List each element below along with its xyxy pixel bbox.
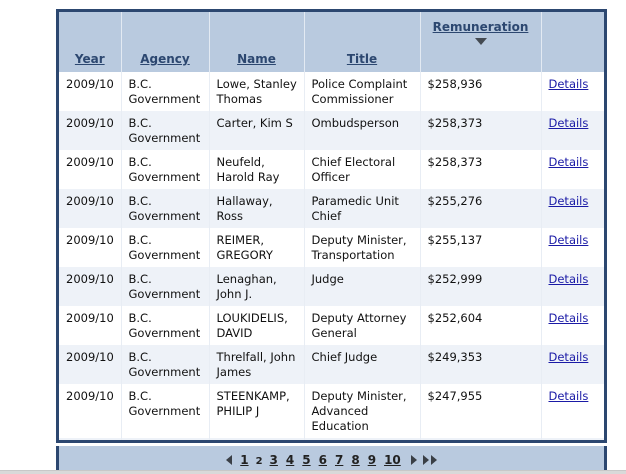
cell-details	[541, 438, 604, 443]
page-link-10[interactable]: 10	[384, 452, 401, 467]
cell-title: Judge	[304, 267, 420, 306]
cell-name: Hallaway, Ross	[209, 189, 304, 228]
cell-year: 2009/10	[59, 345, 121, 384]
cell-remuneration: $252,604	[420, 306, 541, 345]
cell-title: Deputy Minister, Transportation	[304, 228, 420, 267]
cell-name: STEENKAMP, PHILIP J	[209, 384, 304, 438]
cell-agency: B.C. Government	[121, 345, 209, 384]
cell-year: 2009/10	[59, 228, 121, 267]
table-row	[59, 189, 604, 228]
cell-agency: B.C. Government	[121, 150, 209, 189]
table-row	[59, 384, 604, 438]
cell-details	[541, 111, 604, 150]
cell-year: 2009/10	[59, 150, 121, 189]
cell-name	[209, 438, 304, 443]
table-body	[59, 72, 604, 443]
cell-agency: B.C. Government	[121, 228, 209, 267]
cell-title: Paramedic Unit Chief	[304, 189, 420, 228]
table-header	[59, 12, 604, 72]
cell-name: Neufeld, Harold Ray	[209, 150, 304, 189]
column-header-remuneration	[420, 12, 541, 72]
cell-remuneration: $258,936	[420, 72, 541, 111]
cell-remuneration: $258,373	[420, 150, 541, 189]
cell-agency	[121, 438, 209, 443]
cell-name: Lenaghan, John J.	[209, 267, 304, 306]
column-header-title	[304, 12, 420, 72]
remuneration-table	[59, 12, 604, 443]
cell-title	[304, 438, 420, 443]
cell-remuneration: $258,373	[420, 111, 541, 150]
sort-by-agency-link[interactable]: Agency	[140, 52, 190, 66]
cell-name: REIMER, GREGORY	[209, 228, 304, 267]
details-link[interactable]: Details	[548, 350, 589, 364]
sort-by-remuneration-link[interactable]: Remuneration	[432, 20, 529, 34]
cell-agency: B.C. Government	[121, 189, 209, 228]
cell-year: 2009/10	[59, 267, 121, 306]
details-link[interactable]: Details	[548, 116, 589, 130]
sort-by-name-link[interactable]: Name	[237, 52, 276, 66]
table-row	[59, 111, 604, 150]
header-row	[59, 12, 604, 72]
page-link-7[interactable]: 7	[334, 452, 344, 467]
cell-agency: B.C. Government	[121, 72, 209, 111]
cell-name: Threlfall, John James	[209, 345, 304, 384]
table-row	[59, 150, 604, 189]
cell-name: LOUKIDELIS, DAVID	[209, 306, 304, 345]
pagination-bar	[56, 446, 607, 473]
page-link-3[interactable]: 3	[269, 452, 278, 467]
table-row	[59, 345, 604, 384]
cell-year: 2009/10	[59, 111, 121, 150]
cell-remuneration: $247,955	[420, 384, 541, 438]
cell-title: Police Complaint Commissioner	[304, 72, 420, 111]
page-link-9[interactable]: 9	[367, 452, 377, 467]
cell-agency: B.C. Government	[121, 306, 209, 345]
cell-year: 2009/10	[59, 72, 121, 111]
cell-details	[541, 228, 604, 267]
cell-details	[541, 345, 604, 384]
cell-remuneration: $255,276	[420, 189, 541, 228]
cell-year: 2009/10	[59, 306, 121, 345]
page-link-1[interactable]: 1	[240, 452, 249, 467]
cell-title: Chief Judge	[304, 345, 420, 384]
table-row	[59, 438, 604, 443]
details-link[interactable]: Details	[548, 77, 589, 91]
page-link-4[interactable]: 4	[285, 452, 295, 467]
last-page-icon[interactable]	[423, 455, 429, 465]
cell-agency: B.C. Government	[121, 111, 209, 150]
page-link-8[interactable]: 8	[351, 452, 360, 467]
cell-title: Deputy Attorney General	[304, 306, 420, 345]
cell-year: 2009/10	[59, 384, 121, 438]
column-header-year	[59, 12, 121, 72]
current-page-indicator: 2	[255, 455, 263, 467]
details-link[interactable]: Details	[548, 389, 589, 403]
cell-title: Deputy Minister, Advanced Education	[304, 384, 420, 438]
page-link-6[interactable]: 6	[318, 452, 327, 467]
cell-details	[541, 72, 604, 111]
table-row	[59, 306, 604, 345]
last-page-icon-second-chevron[interactable]	[431, 455, 437, 465]
cell-year: 2009/10	[59, 189, 121, 228]
cell-remuneration: $255,137	[420, 228, 541, 267]
page-link-5[interactable]: 5	[302, 452, 311, 467]
sort-by-title-link[interactable]: Title	[346, 52, 378, 66]
cell-year	[59, 438, 121, 443]
details-link[interactable]: Details	[548, 194, 589, 208]
table-row	[59, 228, 604, 267]
cell-agency: B.C. Government	[121, 267, 209, 306]
table-row	[59, 72, 604, 111]
column-header-name	[209, 12, 304, 72]
details-link[interactable]: Details	[548, 233, 589, 247]
window-bottom-edge	[0, 470, 626, 474]
previous-page-icon[interactable]	[226, 455, 232, 465]
cell-details	[541, 306, 604, 345]
page-number-list	[236, 453, 405, 467]
sort-descending-icon[interactable]	[475, 38, 487, 45]
column-header-details	[541, 12, 604, 72]
cell-details	[541, 267, 604, 306]
cell-name: Carter, Kim S	[209, 111, 304, 150]
cell-remuneration: $249,353	[420, 345, 541, 384]
table-row	[59, 267, 604, 306]
cell-name: Lowe, Stanley Thomas	[209, 72, 304, 111]
next-page-icon[interactable]	[411, 455, 417, 465]
cell-details	[541, 384, 604, 438]
cell-details	[541, 150, 604, 189]
cell-details	[541, 189, 604, 228]
details-link[interactable]: Details	[548, 155, 589, 169]
results-table-container	[56, 9, 607, 443]
sort-by-year-link[interactable]: Year	[74, 52, 105, 66]
cell-agency: B.C. Government	[121, 384, 209, 438]
cell-remuneration	[420, 438, 541, 443]
cell-title: Ombudsperson	[304, 111, 420, 150]
cell-title: Chief Electoral Officer	[304, 150, 420, 189]
cell-remuneration: $252,999	[420, 267, 541, 306]
details-link[interactable]: Details	[548, 272, 589, 286]
column-header-agency	[121, 12, 209, 72]
details-link[interactable]: Details	[548, 311, 589, 325]
